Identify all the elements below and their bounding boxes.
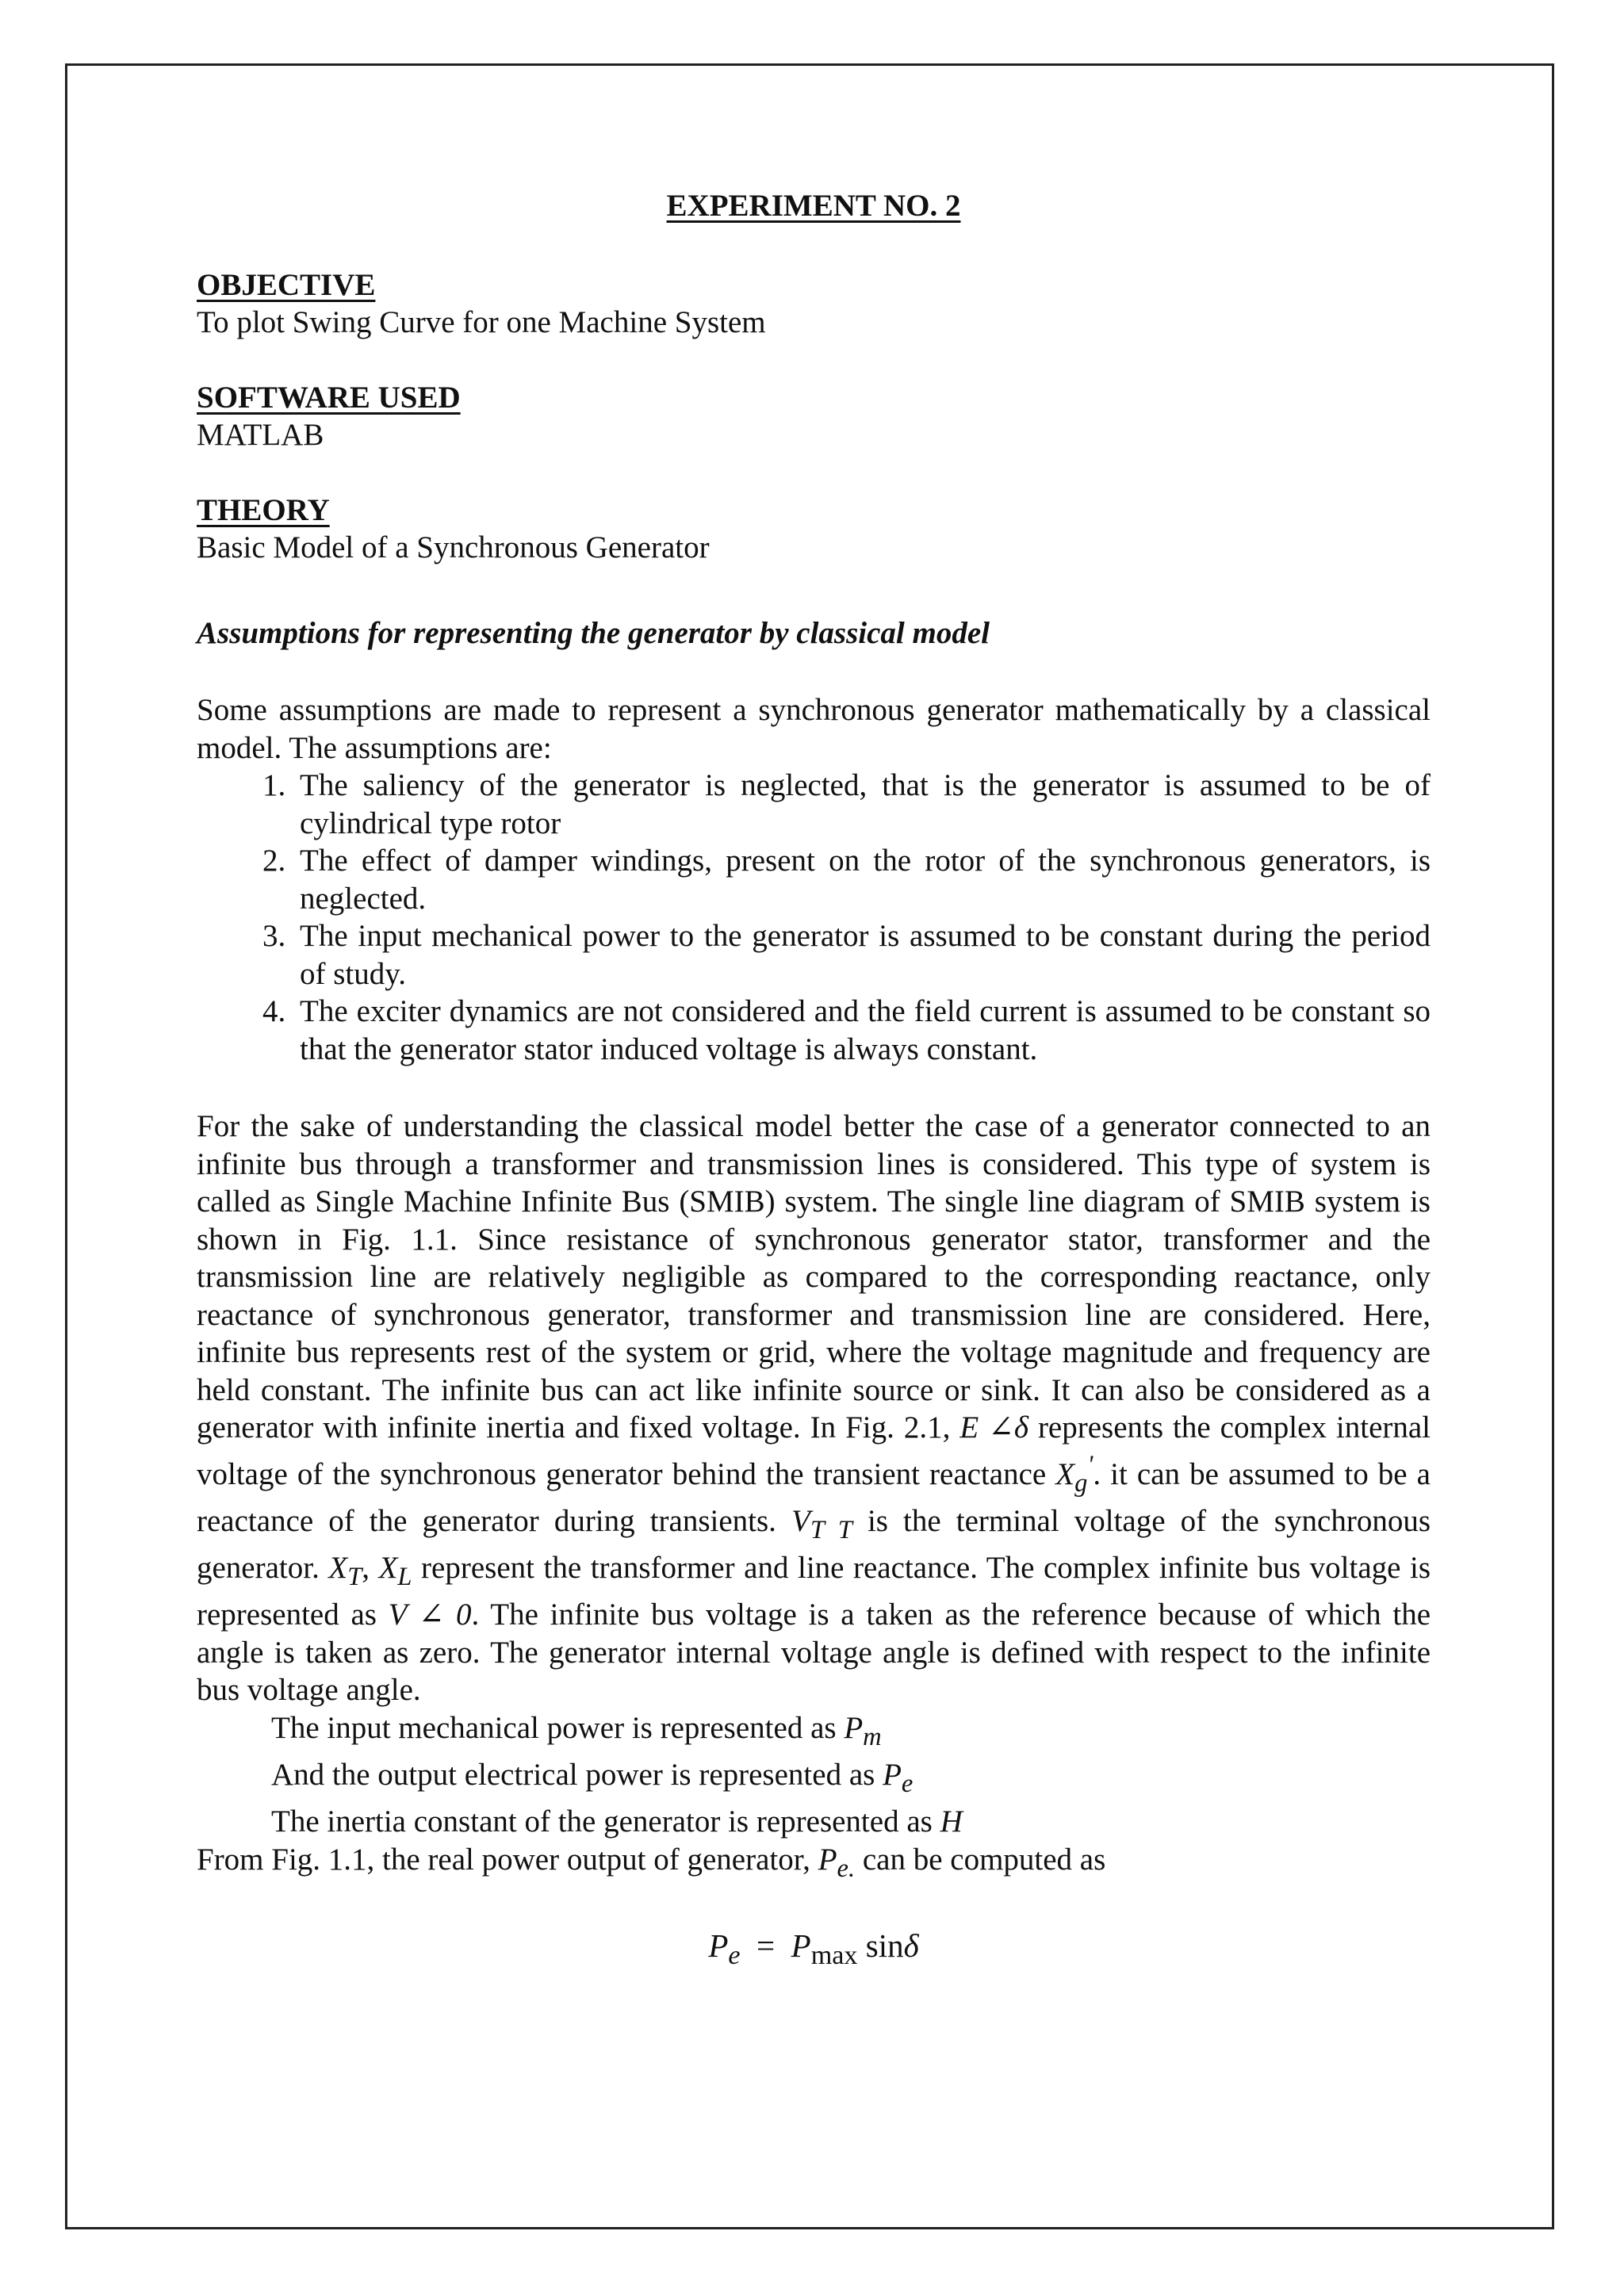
- objective-text: To plot Swing Curve for one Machine System: [197, 305, 766, 339]
- software-text: MATLAB: [197, 418, 324, 452]
- smib-text-e: represent the transformer and line reactance. The complex infinite bus voltage is represented as: [197, 1551, 1431, 1632]
- power-equation: $P_e = P_{max}$ sinδ: [708, 1927, 919, 1971]
- smib-text-d: is the terminal voltage of the synchronous generator.: [197, 1503, 1431, 1586]
- symbol-v0: V ∠ 0: [388, 1598, 472, 1632]
- symbol-pe: $P_e$: [883, 1758, 914, 1798]
- software-heading: SOFTWARE USED: [197, 380, 461, 415]
- assumptions-intro: Some assumptions are made to represent a synchronous generator mathematically by a classical model. The assumptions are:: [197, 693, 1431, 765]
- h-line: The inertia constant of the generator is represented as H: [271, 1804, 963, 1839]
- smib-text-a: For the sake of understanding the classical model better the case of a generator connected to an infinite bus through a transformer and transmission lines is considered. This type of system is called as Single Machine Infinite Bus (SMIB) system. The single line diagram of SMIB system is shown in Fig. 1.1. Since resistance of synchronous generator stator, transformer and the transmission line are relatively negligible as compared to the corresponding reactance, only reactance of synchronous generator, transformer and transmission line are considered. Here, infinite bus represents rest of the system or grid, where the voltage magnitude and frequency are held constant. The infinite bus can act like infinite source or sink. It can also be considered as a generator with infinite inertia and fixed voltage. In Fig. 2.1,: [197, 1109, 1431, 1445]
- symbol-pm: $P_m$: [844, 1710, 882, 1751]
- smib-paragraph: For the sake of understanding the classical model better the case of a generator connected to an infinite bus through a transformer and transmission lines is considered. This type of system is called as Single Machine Infinite Bus (SMIB) system. The single line diagram of SMIB system is shown in Fig. 1.1. Since resistance of synchronous generator stator, transformer and the transmission line are relatively negligible as compared to the corresponding reactance, only reactance of synchronous generator, transformer and transmission line are considered. Here, infinite bus represents rest of the system or grid, where the voltage magnitude and frequency are held constant. The infinite bus can act like infinite source or sink. It can also be considered as a generator with infinite inertia and fixed voltage. In Fig. 2.1, E ∠δ represents the complex internal voltage of the synchronous generator behind the transient reactance $X_g'$. it can be assumed to be a reactance of the generator during transients. $V_{T T}$ is the terminal voltage of the synchronous generator. $X_T$, $X_L$ represent the transformer and line reactance. The complex infinite bus voltage is represented as V ∠ 0. The infinite bus voltage is a taken as the reference because of which the angle is taken as zero. The generator internal voltage angle is defined with respect to the infinite bus voltage angle.: [197, 1109, 1431, 1708]
- theory-subtitle: Basic Model of a Synchronous Generator: [197, 530, 710, 564]
- assumptions-list: [197, 767, 1431, 1068]
- page-title: EXPERIMENT NO. 2: [666, 189, 961, 223]
- smib-text-b: represents the complex internal voltage of the synchronous generator behind the transient reactance: [197, 1410, 1431, 1491]
- pe-line: And the output electrical power is represented as $P_e$: [271, 1758, 914, 1798]
- assumption-item-4: 4. The exciter dynamics are not considered and the field current is assumed to be constant so that the generator stator induced voltage is always constant.: [293, 993, 1431, 1068]
- assumptions-heading: Assumptions for representing the generator by classical model: [197, 615, 990, 650]
- pm-line: The input mechanical power is represented as $P_m$: [271, 1710, 882, 1751]
- assumption-item-3: 3. The input mechanical power to the generator is assumed to be constant during the period of study.: [293, 917, 1431, 993]
- symbol-h: H: [940, 1804, 963, 1839]
- objective-heading: OBJECTIVE: [197, 267, 376, 302]
- smib-text-f: . The infinite bus voltage is a taken as the reference because of which the angle is taken as zero. The generator internal voltage angle is defined with respect to the infinite bus voltage angle.: [197, 1598, 1431, 1708]
- assumption-item-2: 2. The effect of damper windings, present on the rotor of the synchronous generators, is neglected.: [293, 842, 1431, 917]
- symbol-vt: $V_{T T}$: [791, 1503, 852, 1544]
- symbol-e-delta: E ∠δ: [959, 1410, 1028, 1445]
- power-output-line: From Fig. 1.1, the real power output of generator, $P_{e.}$ can be computed as: [197, 1842, 1106, 1883]
- symbol-xg: $X_g'$: [1055, 1450, 1094, 1498]
- symbol-xt: $X_T$: [328, 1551, 362, 1591]
- document-body: [197, 187, 1431, 2007]
- theory-heading: THEORY: [197, 492, 330, 527]
- symbol-xl: $X_L$: [378, 1551, 412, 1591]
- symbol-pe-dot: $P_{e.}$: [818, 1842, 856, 1883]
- smib-text-c: . it can be assumed to be a reactance of the generator during transients.: [197, 1456, 1431, 1538]
- assumption-item-1: 1. The saliency of the generator is neglected, that is the generator is assumed to be of cylindrical type rotor: [293, 767, 1431, 842]
